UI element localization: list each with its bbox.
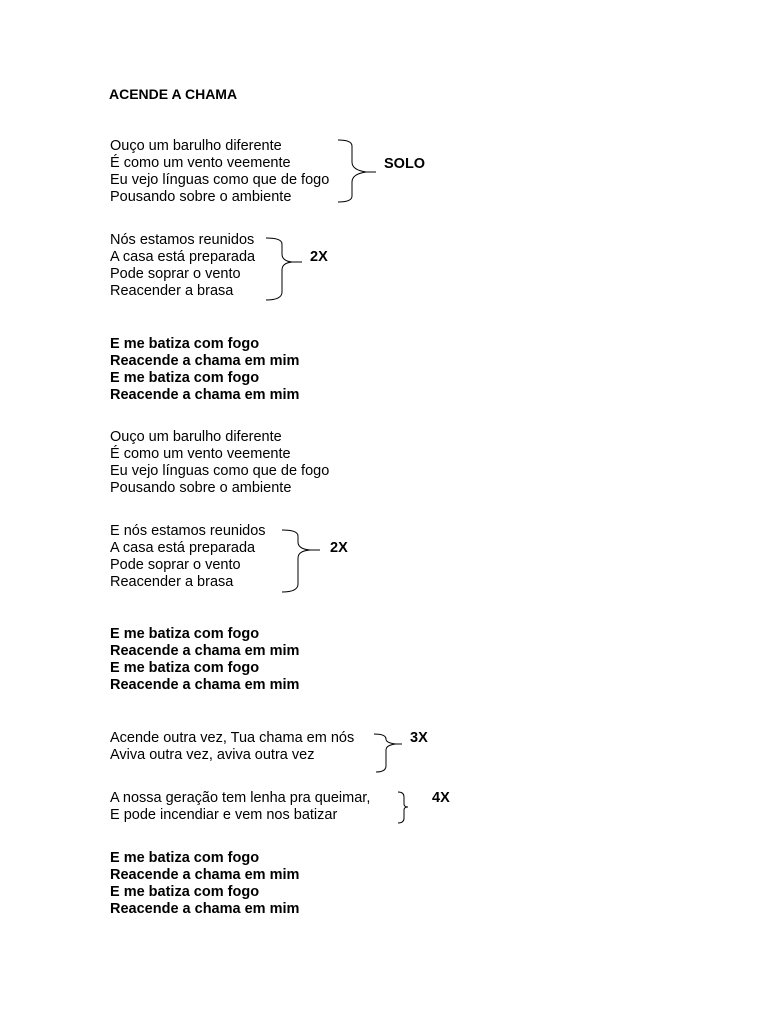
lyric-line: Pode soprar o vento [110,557,241,573]
lyric-line: Eu vejo línguas como que de fogo [110,463,330,479]
lyric-line: E me batiza com fogo [110,626,260,642]
lyric-line: Aviva outra vez, aviva outra vez [110,747,315,763]
stanza-verse-5 [110,730,354,764]
lyric-line: Nós estamos reunidos [110,232,255,248]
brace-stanza-5 [278,524,326,596]
repeat-mark-2x: 2X [310,249,328,265]
lyric-line: E me batiza com fogo [110,336,260,352]
lyric-line: Reacende a chama em mim [110,677,300,693]
brace-stanza-2 [262,232,306,304]
lyric-line: Reacende a chama em mim [110,387,300,403]
lyric-line: E me batiza com fogo [110,884,260,900]
lyric-line: E pode incendiar e vem nos batizar [110,807,338,823]
lyric-line: E me batiza com fogo [110,850,260,866]
stanza-verse-6 [110,790,370,824]
lyric-line: Pode soprar o vento [110,266,241,282]
stanza-verse-2 [110,232,255,300]
brace-stanza-8 [394,790,414,826]
repeat-mark-2x: 2X [330,540,348,556]
brace-stanza-7 [370,730,406,776]
lyric-line: Reacende a chama em mim [110,643,300,659]
stanza-verse-4 [110,523,266,591]
lyric-line: Ouço um barulho diferente [110,138,282,154]
lyric-line: É como um vento veemente [110,155,291,171]
song-title: ACENDE A CHAMA [109,86,238,102]
brace-stanza-1 [330,138,380,206]
lyric-line: É como um vento veemente [110,446,291,462]
stanza-chorus-2 [110,626,299,694]
repeat-mark-solo: SOLO [384,156,426,172]
stanza-verse-3 [110,429,329,497]
lyric-line: Reacende a chama em mim [110,901,300,917]
lyric-line: Reacender a brasa [110,283,234,299]
lyric-line: E me batiza com fogo [110,660,260,676]
stanza-verse-1 [110,138,329,206]
stanza-chorus-3 [110,850,299,918]
repeat-mark-3x: 3X [410,730,428,746]
lyric-line: Reacender a brasa [110,574,234,590]
lyric-line: Pousando sobre o ambiente [110,189,292,205]
lyric-line: E me batiza com fogo [110,370,260,386]
lyric-line: Acende outra vez, Tua chama em nós [110,730,355,746]
lyric-line: Reacende a chama em mim [110,867,300,883]
lyric-line: Reacende a chama em mim [110,353,300,369]
lyric-line: Eu vejo línguas como que de fogo [110,172,330,188]
repeat-mark-4x: 4X [432,790,450,806]
lyric-line: E nós estamos reunidos [110,523,266,539]
lyric-line: A casa está preparada [110,540,256,556]
stanza-chorus-1 [110,336,299,404]
lyric-line: A nossa geração tem lenha pra queimar, [110,790,371,806]
lyric-line: A casa está preparada [110,249,256,265]
lyric-line: Ouço um barulho diferente [110,429,282,445]
lyric-line: Pousando sobre o ambiente [110,480,292,496]
